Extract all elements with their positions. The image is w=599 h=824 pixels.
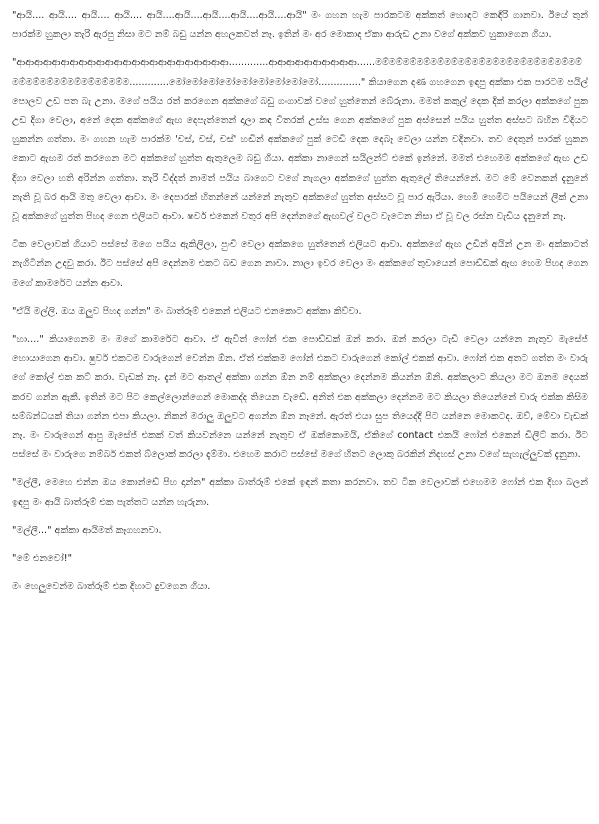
paragraph-2: "ආආආආආආආආආආආආආආආආආආආආආආආආ.............ආආආආආආආආආආ......මම්මම්මම්මම්මම්මම්මම්මම්මම්මම්මම්මම්මම්මම්මම්මම්මම්මම්මම්මම්මම්මම්මම්ම.............මෝමෝමෝමෝමෝමෝමෝමෝමෝ.............." කියාගෙන දණ ගහගෙන ඉඳපු අක්කා එක පාරටම පයිල් පොලව උඩ පත බැ උනා. මගේ පයිය රත් කරගෙන අක්කගේ බඩු ගංගාවක් වගේ හුත්තෙන් බේරුනා. මමත් කකුල් දෙක දික් කරලා අක්කගේ පුක උඩ දිගා වෙලා, අනේ දෙක අක්කගේ ඇඟ දෙපැත්තෙන් දාලා කඳ විතරක් උස්ස ගෙන අක්කගේ පුක අස්සෙන් පයිය හුත්ත අස්සට බහින විදියට හුකන්න ගත්තා. මං ගහන හැම පාරක්ම 'චස්, චස්, චස්' හඬින් අක්කගේ පුක් ටෙඩි දෙක දෙබෑ වෙලා යන්න වදිනවා. තව දෙතුන් පාරක් හුකන කොට ඇඟම රත් කරගෙන මට අක්කගේ හුත්ත ඇතුලෙම බඩු ගියා. අක්කා නාගෙන් සයිලන්ට් එකේ ඉන්නේ. මමත් එහෙමම අක්කගේ ඇඟ උඩ දිගා වෙලා හති අරින්න ගත්තා. තැරි විද්දත් නාමත් පයිය බාගෙට වගේ නැගලා අක්කගේ හුත්ත ඇතුලේ තියෙන්නේ. මට මේ වෙනකන් දැනුනේ නැති වූ බර ආයි මතු වෙලා ආවා. මං දෙපාරක් හිතන්නේ යන්නේ නැතුව අක්කගේ හුත්ත අස්සට වූ පාර ඇරියා. හෙමි හෙමිට පයියෙන් ලීක් උනා වූ අක්කගේ හුත්ත පිහද ගෙන එලියට ආවා. ෂවර් එකෙන් වතුර අපි දෙන්නගේ ඇඟවල් වලට වැටෙන නිසා ඒ වූ වල රස්න වැඩිය දැනුනේ නෑ. [12,57,588,223]
document-page [12,6,588,605]
paragraph-1: "ආයි.... ආයි.... ආයි.... ආයි.... ආයි....ආයි....ආයි....ආයි....ආයි....ආයි" මං ගහන හැම පාරකටම අක්කත් හොඳට කෙඳිරි ගානවා. ඊයේ තුන් පාරක්ම හුකලා තැරි ඇරපු නිසා මට නම් බඩු යන්න අහලකවත් නෑ. ඉතින් මං අර මොකාද ඒකා ආරුඩ උනා වගේ අක්කව හුකාගෙන ගියා. [12,10,588,41]
paragraph-6: "මල්ලී, මෙහෙ එන්න ඔය කොන්ඩේ පිහ දාන්න" අක්කා බාත්රූම් එකේ ඉඳන් කතා කරනවා. තව ටික වෙලාවක් එහෙමම ෆෝන් එක දිහා බලන් ඉඳපු මං ආයි බාත්රූම් එක පැත්තට යන්න හැරුනා. [12,477,588,508]
paragraph-3: ටික වෙලාවක් ගියාට පස්සේ මගෙ පයිය ඇකිලිලා, පුංචි වෙලා අක්කගෙ හුත්තෙන් එලියට ආවා. අක්කගේ ඇඟ උඩින් අයින් උන මං අක්කාටත් නැගිටින්න උදවු කරා. ඊට පස්සේ අපි දෙන්නම එකට බඩ ගෙන නාවා. නාලා ඉවර වෙලා මං අක්කගේ තුවායෙන් පොඩ්ඩක් ඇඟ හෙම පිහද ගෙන මගේ කාමරේට යන්න ආවා. [12,239,588,289]
paragraph-9: මං හෙලුවෙන්ම බාත්රූම් එක දිහාට දුවගෙන ගියා. [12,581,211,593]
paragraph-7: "මල්ලී..." අක්කා ආයිමත් කෑගහනවා. [12,524,162,536]
paragraph-8: "මේ එනවෝ!" [12,553,73,565]
paragraph-5: "හා...." කියාගෙනම මං මගේ කාමරේට ආවා. ඒ ඇවිත් ෆෝන් එක පොඩ්ඩක් ඔන් කරා. ඔන් කරලා ටැඩී වෙලා යන්නෙ නැතුව මැසේජ් හොයාගෙන ආවා. ෂුවර් එකටම වාරුගෙන් වෙන්න ඕන. ඒත් එක්කම ෆෝන් එකට වාරුගෙන් කෝල් එකක් ආවා. ෆෝන් එක අතට ගත්ත මං වාරු ගේ කෝල් එක කට් කරා. වැඩක් නෑ. දැන් මට ආතල් අක්කා ගන්න ඕන නම් අක්කලා දෙන්නම කියන්න ඕනි. අක්කලාට කියලා මට ඔනම දෙයක් කරව ගන්න ඇකී. ඉතින් මට පිට කෙල්ලොන්ගෙන් මොකද්ද තියෙන වැඩේ. අනිත් එක අක්කලා දෙන්නම මට කියලා තියෙන්නේ වාරු එක්ක කිසිම සම්බන්ධයක් තියා ගන්න එපා කියලා. නිකන් මරාලු ඔලුවට අගන්න ඕන නෑනේ. ඇරත් එයා සුප තියෙද්දි පිට යන්නෙ මොකටද. ඔව්, මේවා වැඩක් නෑ. මං වාරුගෙන් ආපු මැසේජ් එකක් වත් කියවන්නෙ යන්නේ නැතුව ඒ ඔක්කොමයි, ඒකිගේ contact එකයි ෆෝන් එකෙන් ඩිලීට් කරා. ඊට පස්සේ මං වාරුගෙ නම්බර් එකත් බ්ලොක් කරලා දැම්මා. එහෙම කරාට පස්සේ මගේ හිතට ලොකු බරකින් නිදහස් උනා වගේ සැහැල්ලුවක් දැනුනා. [12,334,588,461]
paragraph-4: "ඒයි මල්ලි. ඔය ඔලුව පිහද ගන්න" මං බාත්රූම් එකෙන් එලියට එනකොට අක්කා කිව්වා. [12,305,362,317]
